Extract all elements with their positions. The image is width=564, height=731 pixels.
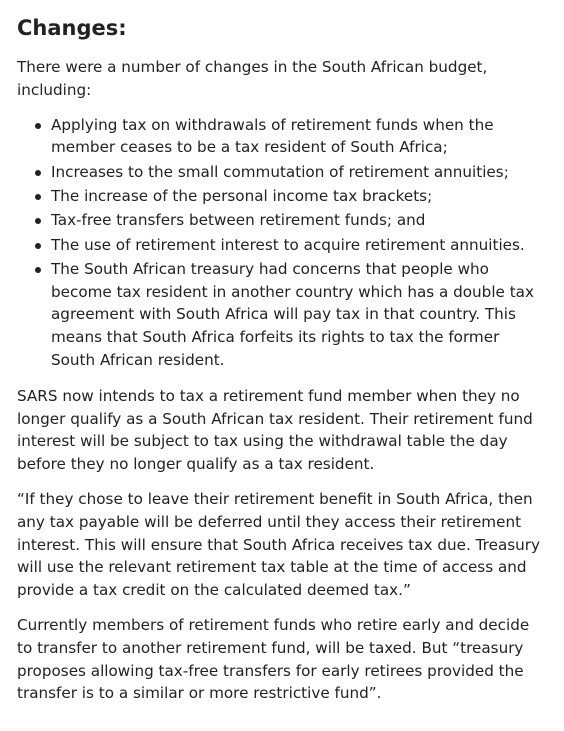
list-item: [51, 258, 546, 372]
bullet-icon: [35, 123, 41, 129]
quote-paragraph: “If they chose to leave their retirement benefit in South Africa, then any tax payable will be deferred until they access their retirement interest. This will ensure that South Africa receives tax due. Treasury will use the relevant retirement tax table at the time of access and provide a tax credit on the calculated deemed tax.”: [17, 490, 541, 600]
sars-paragraph: SARS now intends to tax a retirement fund member when they no longer qualify as a South African tax resident. Their retirement fund interest will be subject to tax using the withdrawal table the day before they no longer qualify as a tax resident.: [17, 386, 533, 474]
list-item: [51, 161, 546, 184]
section-heading: Changes:: [17, 16, 127, 40]
bullet-icon: [35, 218, 41, 224]
list-item-text: The South African treasury had concerns that people who become tax resident in another country which has a double tax agreement with South Africa will pay tax in that country. This means that South Africa forfeits its rights to tax the former South African resident.: [51, 259, 534, 370]
bullet-icon: [35, 194, 41, 200]
early-retirees-paragraph: Currently members of retirement funds who retire early and decide to transfer to another retirement fund, will be taxed. But “treasury proposes allowing tax-free transfers for early retirees provided the transfer is to a similar or more restrictive fund”.: [17, 616, 530, 703]
changes-list: [17, 114, 546, 372]
list-item: [51, 185, 546, 208]
bullet-icon: [35, 170, 41, 176]
list-item-text: Applying tax on withdrawals of retirement funds when the member ceases to be a tax resident of South Africa;: [51, 115, 494, 157]
intro-paragraph: There were a number of changes in the South African budget, including:: [17, 58, 488, 99]
list-item-text: Increases to the small commutation of retirement annuities;: [51, 162, 509, 181]
list-item-text: Tax-free transfers between retirement funds; and: [51, 211, 426, 230]
list-item: [51, 114, 546, 160]
list-item-text: The use of retirement interest to acquire retirement annuities.: [51, 235, 525, 254]
bullet-icon: [35, 243, 41, 249]
bullet-icon: [35, 267, 41, 273]
list-item: [51, 209, 546, 232]
list-item: [51, 234, 546, 257]
list-item-text: The increase of the personal income tax brackets;: [51, 186, 433, 205]
